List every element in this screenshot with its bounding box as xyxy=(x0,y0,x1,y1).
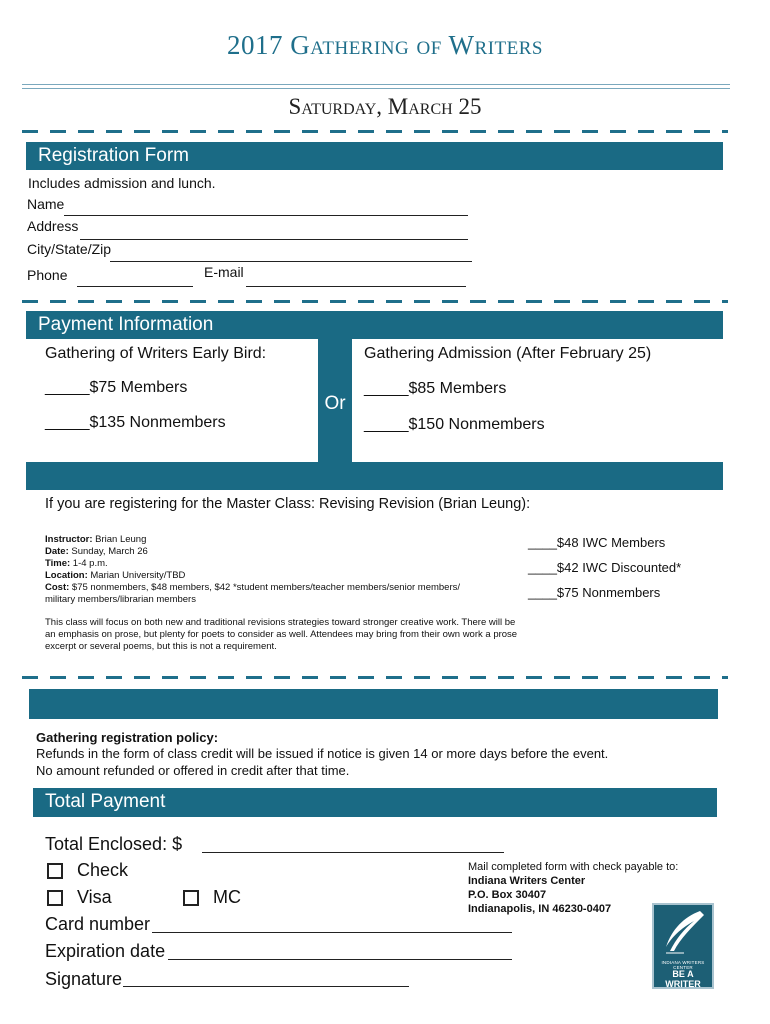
mail-box: P.O. Box 30407 xyxy=(468,889,547,901)
detail-line: Cost: $75 nonmembers, $48 members, $42 *student members/teacher members/senior members/ xyxy=(45,582,461,593)
total-enclosed-field[interactable] xyxy=(202,852,504,853)
quill-icon xyxy=(654,907,712,959)
master-price-42[interactable]: ____$42 IWC Discounted* xyxy=(528,560,682,575)
logo-small-text: INDIANA WRITERS CENTER xyxy=(661,960,705,970)
check-option[interactable] xyxy=(47,860,128,881)
check-label: Check xyxy=(77,860,129,880)
address-field[interactable] xyxy=(80,239,468,240)
visa-label: Visa xyxy=(77,887,112,907)
mc-label: MC xyxy=(213,887,241,907)
title-rule xyxy=(22,84,730,85)
mail-city: Indianapolis, IN 46230-0407 xyxy=(468,903,612,915)
payment-bar xyxy=(26,311,723,339)
after-members[interactable]: _____$85 Members xyxy=(364,380,507,397)
master-class-intro: If you are registering for the Master Class: Revising Revision (Brian Leung): xyxy=(45,496,531,512)
card-number-field[interactable] xyxy=(152,932,512,933)
signature-label: Signature xyxy=(45,969,123,989)
total-bar xyxy=(33,788,717,817)
total-enclosed-label: Total Enclosed: $ xyxy=(45,834,183,854)
early-bird-members[interactable]: _____$75 Members xyxy=(45,379,188,396)
divider-dashes xyxy=(22,130,728,133)
mail-block xyxy=(468,860,678,916)
name-label: Name xyxy=(27,196,65,212)
policy-line-2: No amount refunded or offered in credit after that time. xyxy=(36,763,350,778)
expiration-field[interactable] xyxy=(168,959,512,960)
indiana-writers-center-logo xyxy=(652,903,714,989)
detail-line: Date: Sunday, March 26 xyxy=(45,546,148,557)
address-label: Address xyxy=(27,218,79,234)
mc-option[interactable] xyxy=(183,887,241,908)
event-date: Saturday, March 25 xyxy=(288,94,482,119)
detail-line: Instructor: Brian Leung xyxy=(45,534,147,545)
detail-line: Location: Marian University/TBD xyxy=(45,570,186,581)
email-field[interactable] xyxy=(246,286,466,287)
card-number-label: Card number xyxy=(45,914,151,934)
page-title: 2017 Gathering of Writers xyxy=(227,30,543,60)
early-bird-title: Gathering of Writers Early Bird: xyxy=(45,345,267,362)
total-heading: Total Payment xyxy=(45,791,166,812)
after-nonmembers[interactable]: _____$150 Nonmembers xyxy=(364,416,545,433)
divider-dashes xyxy=(22,300,728,303)
checkbox-icon[interactable] xyxy=(47,890,63,906)
payment-heading: Payment Information xyxy=(38,314,214,335)
signature-field[interactable] xyxy=(123,986,409,987)
master-class-description: This class will focus on both new and traditional revisions strategies toward stronger creative work. There will be an emphasis on prose, but plenty for poets to consider as well. Attendees may bring from their own work a prose excerpt or several poems, but this is not a requirement. xyxy=(45,617,518,652)
policy-bar xyxy=(29,689,718,719)
registration-bar xyxy=(26,142,723,170)
divider-dashes xyxy=(22,676,728,679)
email-label: E-mail xyxy=(204,264,244,280)
title-rule-2 xyxy=(22,88,730,89)
name-field[interactable] xyxy=(64,215,468,216)
early-bird-nonmembers[interactable]: _____$135 Nonmembers xyxy=(45,414,226,431)
mail-org: Indiana Writers Center xyxy=(468,875,586,887)
checkbox-icon[interactable] xyxy=(47,863,63,879)
or-label: Or xyxy=(324,393,346,414)
master-price-48[interactable]: ____$48 IWC Members xyxy=(528,535,666,550)
city-label: City/State/Zip xyxy=(27,241,112,257)
master-price-75[interactable]: ____$75 Nonmembers xyxy=(528,585,661,600)
policy-line-1: Refunds in the form of class credit will be issued if notice is given 14 or more days before the event. xyxy=(36,746,609,761)
after-title: Gathering Admission (After February 25) xyxy=(364,345,652,362)
payment-bottom-bar xyxy=(26,462,723,490)
detail-line: Time: 1-4 p.m. xyxy=(45,558,108,569)
mail-intro: Mail completed form with check payable to: xyxy=(468,861,679,873)
expiration-label: Expiration date xyxy=(45,941,166,961)
logo-big-text: BE A WRITER xyxy=(665,969,701,989)
registration-heading: Registration Form xyxy=(38,145,189,166)
phone-field[interactable] xyxy=(77,286,193,287)
detail-line: military members/librarian members xyxy=(45,594,196,605)
master-class-details xyxy=(45,534,515,606)
visa-option[interactable] xyxy=(47,887,112,908)
checkbox-icon[interactable] xyxy=(183,890,199,906)
city-field[interactable] xyxy=(110,261,472,262)
policy-title: Gathering registration policy: xyxy=(36,730,219,745)
phone-label: Phone xyxy=(27,267,68,283)
registration-note: Includes admission and lunch. xyxy=(28,175,216,191)
